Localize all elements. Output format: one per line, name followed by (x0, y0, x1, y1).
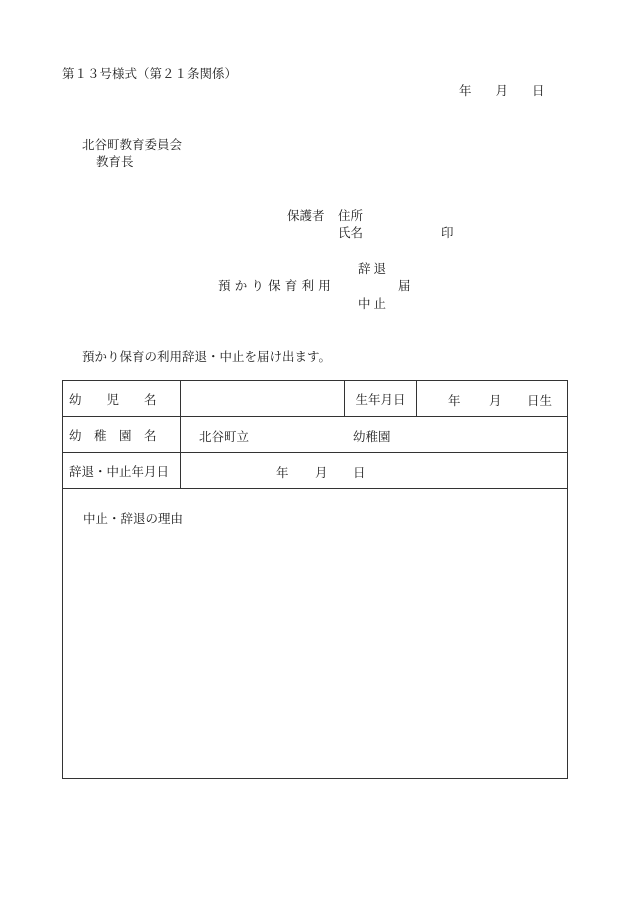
kindergarten-row (63, 417, 568, 453)
addressee-title: 教育長 (96, 154, 134, 169)
form-number: 第１３号様式（第２１条関係） (62, 66, 238, 81)
addressee-organization: 北谷町教育委員会 (82, 137, 183, 152)
date-day: 日 (532, 83, 545, 98)
birth-month: 月 (489, 392, 502, 408)
submission-date (459, 81, 545, 99)
title-option-withdrawal: 辞退 (358, 261, 390, 276)
name-label: 氏名 (338, 225, 364, 240)
date-month: 月 (495, 83, 509, 98)
address-label: 住所 (338, 208, 364, 223)
birth-day: 日生 (527, 392, 553, 408)
kindergarten-label: 幼 稚 園 名 (63, 417, 181, 453)
kindergarten-field[interactable] (181, 417, 568, 453)
kindergarten-suffix: 幼稚園 (353, 428, 391, 444)
document-title: 預かり保育利用 (218, 278, 335, 293)
birthdate-field[interactable] (417, 381, 568, 417)
withdrawal-month: 月 (315, 464, 328, 480)
date-year: 年 (459, 83, 472, 98)
kindergarten-prefix: 北谷町立 (199, 428, 250, 444)
child-name-row (63, 381, 568, 417)
withdrawal-date-field[interactable] (181, 453, 568, 489)
reason-field[interactable] (63, 489, 568, 779)
withdrawal-day: 日 (353, 464, 366, 480)
title-suffix: 届 (398, 278, 411, 293)
reason-row (63, 489, 568, 779)
guardian-label: 保護者 (287, 208, 325, 223)
withdrawal-date-label: 辞退・中止年月日 (63, 453, 181, 489)
withdrawal-date-row (63, 453, 568, 489)
title-option-discontinuation: 中止 (358, 296, 390, 311)
birthdate-label: 生年月日 (345, 381, 417, 417)
child-name-label: 幼 児 名 (63, 381, 181, 417)
birth-year: 年 (448, 392, 461, 408)
notification-form-table (62, 380, 568, 779)
seal-mark: 印 (441, 225, 454, 240)
statement: 預かり保育の利用辞退・中止を届け出ます。 (82, 349, 332, 364)
withdrawal-year: 年 (276, 464, 289, 480)
reason-label: 中止・辞退の理由 (83, 511, 184, 526)
child-name-field[interactable] (181, 381, 345, 417)
